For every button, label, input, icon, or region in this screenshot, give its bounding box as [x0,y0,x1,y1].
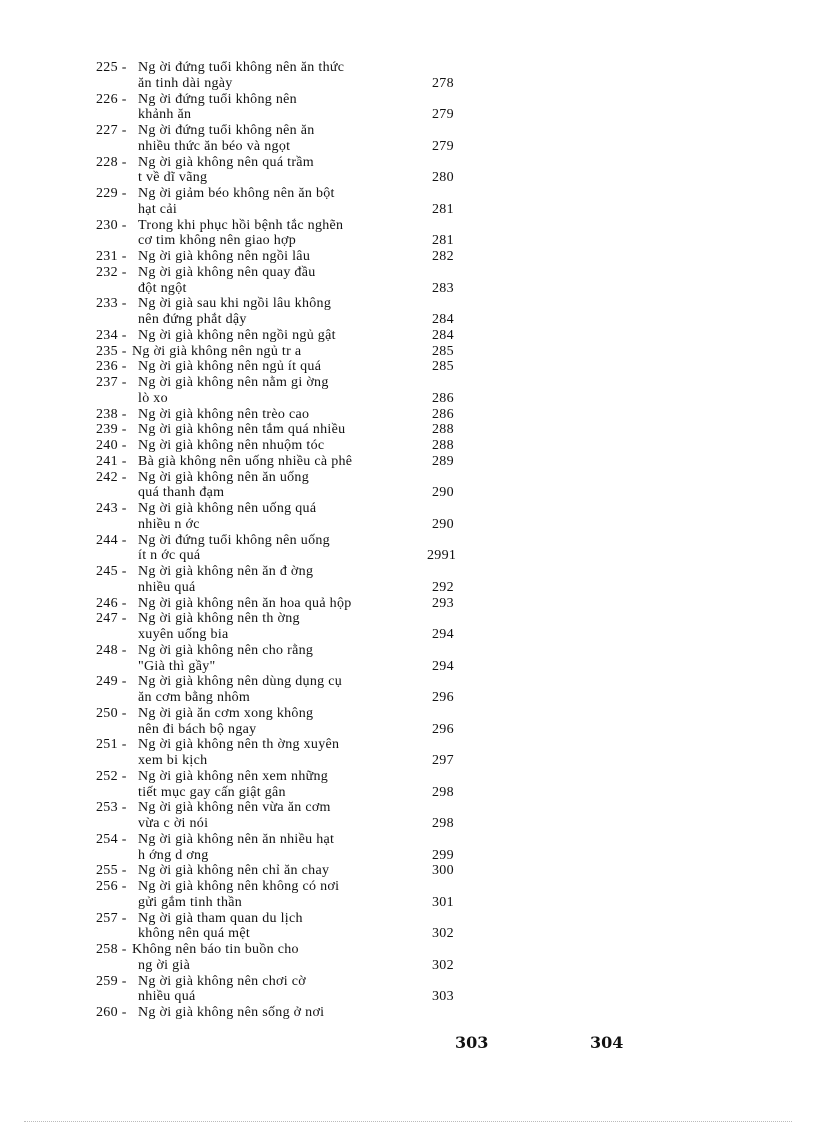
entry-page-number: 290 [432,485,454,501]
toc-entry-line [96,265,476,281]
toc-entry-line [96,170,476,186]
entry-title: ng ời già [138,957,191,973]
entry-title: ít n ớc quá [138,548,201,564]
toc-entry [96,375,476,407]
entry-title: Ng ời già không nên th ờng xuyên [138,737,340,753]
entry-number: 259 - [96,973,127,989]
toc-entry-line [96,202,476,218]
entry-title: không nên quá mệt [138,926,251,942]
toc-entry-line [96,438,476,454]
toc-entry-line [96,548,476,564]
toc-entry-line [96,879,476,895]
toc-entry-line [96,60,476,76]
entry-page-number: 285 [432,343,454,359]
toc-entry-line [96,785,476,801]
toc-entry-line [96,186,476,202]
table-of-contents [96,60,476,1021]
toc-entry-line [96,989,476,1005]
toc-entry-line [96,281,476,297]
entry-number: 231 - [96,249,127,264]
entry-title: Ng ời già không nên ăn đ ờng [138,564,314,579]
entry-page-number: 284 [432,312,454,327]
toc-entry [96,186,476,218]
entry-title: gửi gắm tinh thần [138,894,243,910]
toc-entry [96,942,476,974]
entry-page-number: 296 [432,690,454,705]
toc-entry [96,596,476,612]
entry-page-number: 2991 [427,548,457,564]
entry-title: Ng ời già ăn cơm xong không [138,705,314,721]
entry-title: Ng ời đứng tuổi không nên ăn thức [138,60,345,75]
entry-page-number: 299 [432,847,454,863]
toc-entry-line [96,422,476,438]
entry-number: 228 - [96,154,127,170]
entry-title: Ng ời già không nên nằm gi ờng [138,375,329,390]
toc-entry-line [96,107,476,123]
toc-entry-line [96,249,476,265]
entry-title: xem bi kịch [138,753,208,768]
entry-title: lò xo [138,390,168,406]
entry-number: 227 - [96,123,127,138]
entry-number: 247 - [96,611,127,627]
toc-entry-line [96,517,476,533]
entry-title: Ng ời già không nên không có nơi [138,879,340,894]
entry-title: nhiều thức ăn béo và ngọt [138,138,291,154]
entry-title: Ng ời già tham quan du lịch [138,910,303,926]
entry-title: ăn tinh dài ngày [138,75,233,91]
toc-entry-line [96,627,476,643]
entry-number: 237 - [96,375,127,390]
toc-entry [96,769,476,801]
entry-title: vừa c ời nói [138,816,209,831]
entry-title: Ng ời giảm béo không nên ăn bột [138,186,335,201]
entry-number: 246 - [96,595,127,611]
entry-page-number: 279 [432,138,454,154]
entry-number: 248 - [96,642,127,658]
entry-title: Ng ời già không nên vừa ăn cơm [138,800,331,816]
toc-entry-line [96,800,476,816]
entry-title: nên đứng phắt dậy [138,312,247,327]
toc-entry-line [96,611,476,627]
entry-title: Ng ời già không nên quá trầm [138,154,314,170]
entry-page-number: 302 [432,957,454,973]
toc-entry-line [96,328,476,344]
toc-entry-line [96,312,476,328]
toc-entry [96,359,476,375]
entry-number: 253 - [96,800,127,816]
entry-page-number: 294 [432,627,454,642]
entry-title: Ng ời già không nên ăn uống [138,469,310,485]
toc-entry-line [96,580,476,596]
entry-title: Ng ời đứng tuổi không nên uống [138,532,330,548]
page-number-right: 304 [590,1033,624,1052]
toc-entry-line [96,533,476,549]
entry-number: 225 - [96,60,127,75]
entry-page-number: 286 [432,406,454,422]
entry-title: Ng ời già không nên ăn hoa quả hộp [138,595,352,611]
toc-entry-line [96,1005,476,1021]
toc-entry [96,974,476,1006]
entry-number: 235 - [96,343,127,359]
page-number-left: 303 [455,1033,489,1052]
entry-page-number: 294 [432,658,454,674]
entry-page-number: 297 [432,753,454,768]
entry-number: 254 - [96,831,127,847]
entry-title: khảnh ăn [138,107,192,123]
toc-entry-line [96,674,476,690]
entry-number: 244 - [96,532,127,548]
entry-number: 250 - [96,705,127,721]
entry-page-number: 278 [432,75,454,91]
entry-title: nhiều quá [138,579,196,595]
entry-title: tiết mục gay cấn giật gân [138,784,286,800]
entry-page-number: 281 [432,201,454,217]
entry-title: Ng ời già không nên xem những [138,768,329,784]
entry-number: 240 - [96,438,127,453]
toc-entry [96,218,476,250]
toc-entry [96,611,476,643]
entry-title: Ng ời già không nên tắm quá nhiều [138,422,346,438]
entry-title: Ng ời già không nên quay đầu [138,264,316,280]
entry-number: 239 - [96,422,127,438]
entry-number: 236 - [96,359,127,375]
toc-entry-line [96,722,476,738]
entry-title: Ng ời già không nên uống quá [138,501,317,516]
toc-entry [96,296,476,328]
toc-entry [96,674,476,706]
entry-title: Ng ời già không nên cho rằng [138,642,314,658]
entry-number: 233 - [96,296,127,312]
entry-page-number: 280 [432,170,454,186]
toc-entry [96,706,476,738]
toc-entry-line [96,359,476,375]
entry-page-number: 283 [432,280,454,296]
entry-number: 241 - [96,453,127,469]
entry-page-number: 296 [432,721,454,737]
entry-title: "Già thì gầy" [138,658,216,674]
entry-title: Ng ời già không nên th ờng [138,611,300,627]
toc-entry [96,470,476,502]
entry-page-number: 293 [432,595,454,611]
entry-title: Ng ời già không nên chơi cờ [138,973,306,989]
toc-entry-line [96,454,476,470]
entry-title: h ớng d ơng [138,847,209,863]
entry-page-number: 289 [432,453,454,469]
toc-entry-line [96,958,476,974]
toc-entry-line [96,690,476,706]
toc-entry [96,155,476,187]
toc-entry-line [96,375,476,391]
toc-entry-line [96,155,476,171]
entry-number: 232 - [96,264,127,280]
toc-entry-line [96,218,476,234]
toc-entry-line [96,816,476,832]
toc-entry-line [96,391,476,407]
toc-entry-line [96,596,476,612]
toc-entry [96,92,476,124]
entry-title: Ng ời đứng tuổi không nên [138,91,297,107]
entry-title: Ng ời già không nên ngồi lâu [138,249,311,264]
entry-number: 251 - [96,737,127,753]
entry-number: 255 - [96,863,127,879]
toc-entry-line [96,848,476,864]
entry-title: nên đi bách bộ ngay [138,721,257,737]
entry-number: 245 - [96,564,127,579]
entry-number: 230 - [96,217,127,233]
entry-title: hạt cải [138,201,178,217]
toc-entry [96,501,476,533]
entry-number: 257 - [96,910,127,926]
toc-entry-line [96,895,476,911]
toc-entry [96,422,476,438]
entry-title: đột ngột [138,280,187,296]
toc-entry-line [96,233,476,249]
entry-page-number: 298 [432,784,454,800]
entry-title: Ng ời già không nên chỉ ăn chay [138,863,330,879]
entry-page-number: 286 [432,390,454,406]
entry-page-number: 292 [432,579,454,595]
toc-entry-line [96,123,476,139]
toc-entry [96,438,476,454]
entry-page-number: 288 [432,422,454,438]
toc-entry [96,879,476,911]
entry-page-number: 284 [432,327,454,343]
toc-entry-line [96,832,476,848]
toc-entry [96,737,476,769]
page-edge-divider [24,1121,792,1122]
entry-page-number: 301 [432,894,454,910]
entry-number: 243 - [96,501,127,516]
toc-entry [96,454,476,470]
toc-entry [96,328,476,344]
toc-entry [96,1005,476,1021]
toc-entry [96,863,476,879]
entry-page-number: 300 [432,863,454,879]
toc-entry-line [96,863,476,879]
entry-title: cơ tim không nên giao hợp [138,233,297,249]
toc-entry-line [96,706,476,722]
entry-title: Ng ời già không nên ngủ tr a [132,343,302,359]
toc-entry [96,533,476,565]
toc-entry [96,564,476,596]
entry-page-number: 279 [432,107,454,123]
entry-title: t về dĩ vãng [138,170,208,186]
entry-number: 260 - [96,1005,127,1020]
entry-page-number: 281 [432,233,454,249]
toc-entry [96,911,476,943]
toc-entry-line [96,643,476,659]
toc-entry [96,407,476,423]
toc-entry [96,832,476,864]
toc-entry-line [96,92,476,108]
toc-entry [96,643,476,675]
entry-title: quá thanh đạm [138,485,225,501]
entry-number: 256 - [96,879,127,894]
toc-entry-line [96,769,476,785]
toc-entry-line [96,485,476,501]
entry-page-number: 285 [432,359,454,375]
entry-page-number: 298 [432,816,454,831]
entry-title: Ng ời già không nên nhuộm tóc [138,438,325,453]
toc-entry-line [96,564,476,580]
toc-entry-line [96,942,476,958]
toc-entry-line [96,753,476,769]
entry-title: Ng ời già không nên dùng dụng cụ [138,674,343,690]
entry-title: Ng ời già không nên ăn nhiều hạt [138,831,335,847]
entry-title: Trong khi phục hồi bệnh tắc nghẽn [138,217,344,233]
entry-number: 249 - [96,674,127,690]
toc-entry [96,249,476,265]
entry-number: 242 - [96,469,127,485]
entry-title: Ng ời già không nên ngủ ít quá [138,359,322,375]
toc-entry-line [96,344,476,360]
entry-title: Ng ời già sau khi ngồi lâu không [138,296,332,312]
entry-title: Bà già không nên uống nhiều cà phê [138,453,353,469]
toc-entry-line [96,407,476,423]
entry-number: 234 - [96,327,127,343]
toc-entry [96,123,476,155]
entry-page-number: 282 [432,249,454,264]
entry-title: Ng ời đứng tuổi không nên ăn [138,123,315,138]
toc-entry-line [96,139,476,155]
entry-title: nhiều quá [138,989,196,1005]
entry-title: ăn cơm bằng nhôm [138,690,251,705]
entry-page-number: 302 [432,926,454,942]
entry-number: 226 - [96,91,127,107]
entry-title: Ng ời già không nên ngồi ngủ gật [138,327,336,343]
entry-number: 252 - [96,768,127,784]
entry-page-number: 303 [432,989,454,1005]
entry-title: nhiều n ớc [138,516,200,532]
toc-entry-line [96,659,476,675]
toc-entry-line [96,974,476,990]
toc-entry [96,265,476,297]
entry-title: xuyên uống bia [138,627,229,642]
toc-entry-line [96,296,476,312]
toc-entry-line [96,926,476,942]
toc-entry-line [96,470,476,486]
toc-entry [96,344,476,360]
entry-number: 238 - [96,406,127,422]
toc-entry-line [96,501,476,517]
toc-entry-line [96,76,476,92]
toc-entry-line [96,737,476,753]
entry-title: Ng ời già không nên sống ở nơi [138,1005,325,1020]
entry-number: 229 - [96,186,127,201]
entry-title: Không nên báo tin buồn cho [132,942,299,957]
entry-page-number: 290 [432,516,454,532]
entry-page-number: 288 [432,438,454,453]
toc-entry [96,800,476,832]
toc-entry [96,60,476,92]
toc-entry-line [96,911,476,927]
entry-number: 258 - [96,942,127,957]
entry-title: Ng ời già không nên trèo cao [138,406,310,422]
